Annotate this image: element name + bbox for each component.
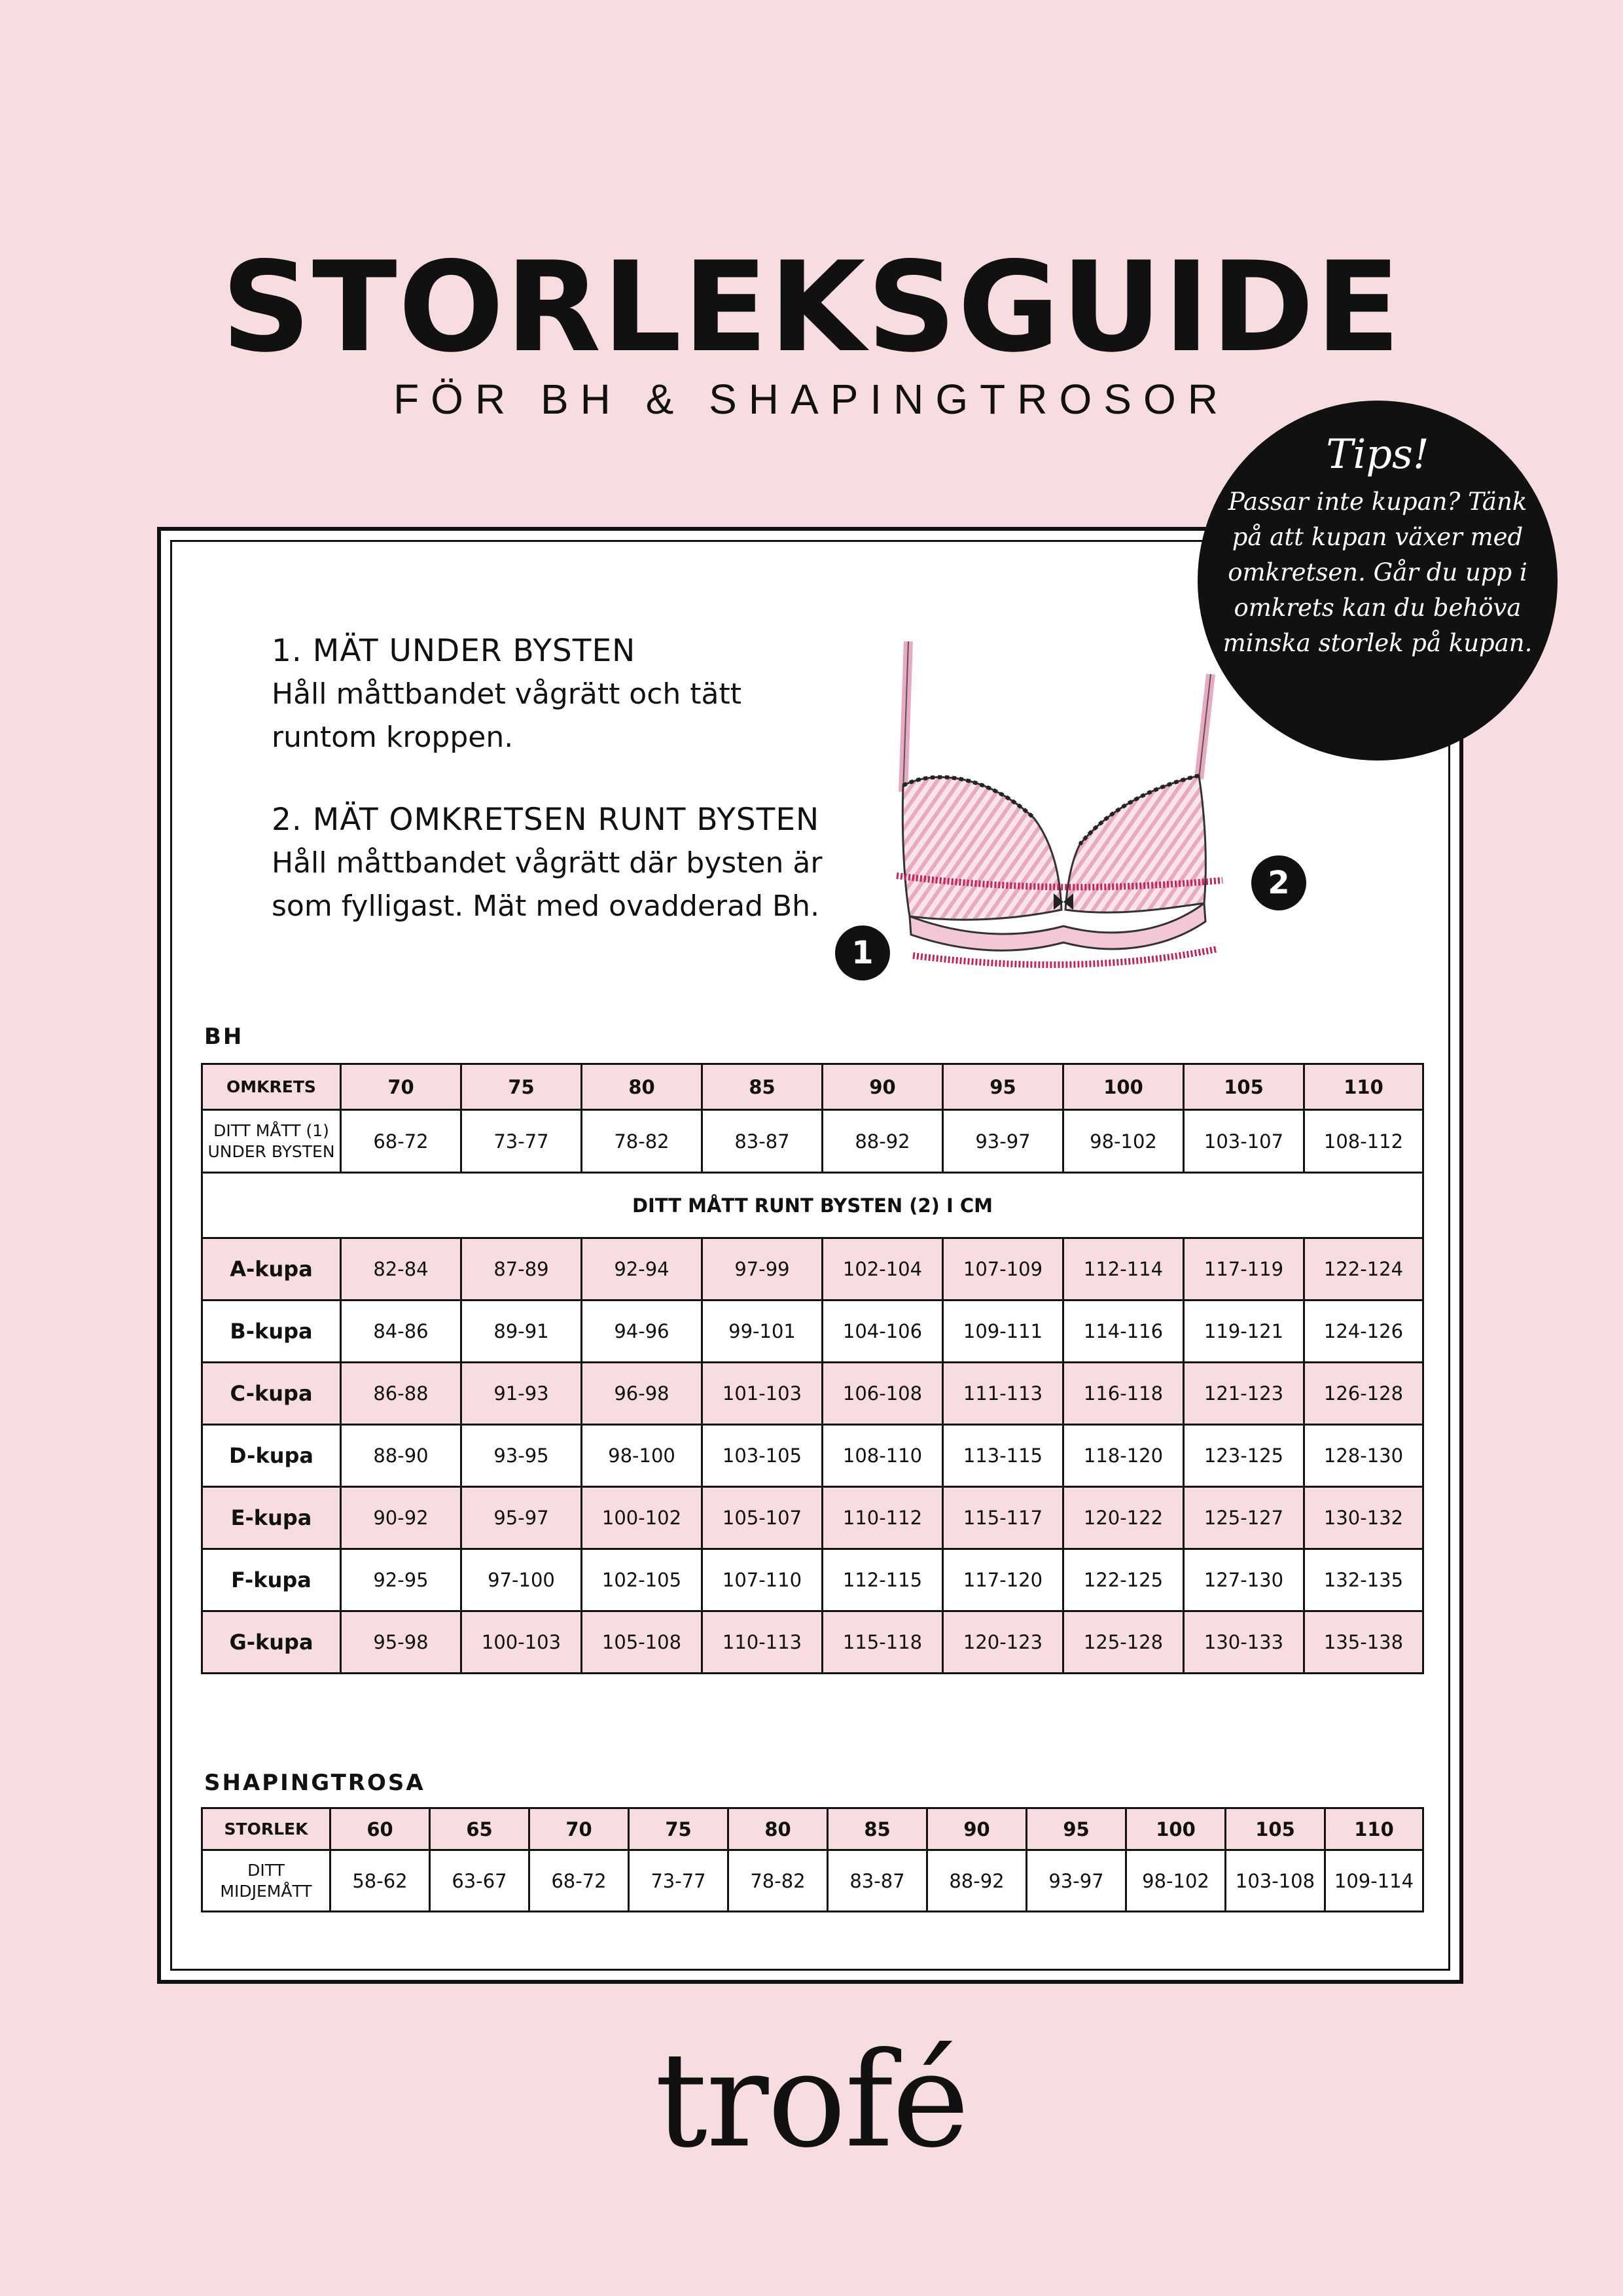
value-cell: 86-88 [341,1363,461,1425]
measuring-instructions [272,630,861,928]
value-cell: 100-102 [582,1487,702,1549]
brand-logo: trofé [654,2024,969,2177]
value-cell: 97-100 [461,1549,582,1611]
value-cell: 113-115 [943,1425,1063,1487]
value-cell: 88-92 [823,1110,943,1173]
size-cell: 75 [461,1064,582,1110]
value-cell: 93-97 [1027,1850,1126,1912]
cup-row [202,1238,1423,1300]
tips-text: Passar inte kupan? Tänk på att kupan växer med omkretsen. Går du upp i omkrets kan du behöva minska storlek på kupan. [1222,488,1533,657]
value-cell: 125-128 [1063,1611,1184,1674]
size-cell: 105 [1184,1064,1304,1110]
size-cell: 80 [728,1808,828,1850]
cup-label: F-kupa [202,1549,341,1611]
bh-span-heading-row [202,1173,1423,1238]
cup-label: G-kupa [202,1611,341,1674]
value-cell: 120-122 [1063,1487,1184,1549]
value-cell: 63-67 [430,1850,529,1912]
badge-under-bust: 1 [835,925,890,980]
page-title: STORLEKSGUIDE [221,235,1402,380]
value-cell: 103-105 [702,1425,823,1487]
value-cell: 115-117 [943,1487,1063,1549]
size-cell: 110 [1304,1064,1423,1110]
bh-header-row [202,1064,1423,1110]
value-cell: 126-128 [1304,1363,1423,1425]
size-cell: 80 [582,1064,702,1110]
value-cell: 119-121 [1184,1300,1304,1363]
value-cell: 108-110 [823,1425,943,1487]
shaping-size-table [201,1807,1424,1912]
value-cell: 110-113 [702,1611,823,1674]
cup-row [202,1300,1423,1363]
size-cell: 60 [330,1808,430,1850]
value-cell: 82-84 [341,1238,461,1300]
value-cell: 127-130 [1184,1549,1304,1611]
cup-row [202,1487,1423,1549]
page-subtitle: FÖR BH & SHAPINGTROSOR [393,376,1230,423]
size-cell: 70 [341,1064,461,1110]
value-cell: 73-77 [461,1110,582,1173]
cup-label: A-kupa [202,1238,341,1300]
cup-row [202,1611,1423,1674]
size-cell: 110 [1325,1808,1423,1850]
bh-size-table [201,1063,1424,1674]
value-cell: 102-104 [823,1238,943,1300]
value-cell: 84-86 [341,1300,461,1363]
value-cell: 116-118 [1063,1363,1184,1425]
value-cell: 89-91 [461,1300,582,1363]
tips-bubble [1198,401,1558,761]
value-cell: 120-123 [943,1611,1063,1674]
value-cell: 115-118 [823,1611,943,1674]
value-cell: 110-112 [823,1487,943,1549]
value-cell: 92-95 [341,1549,461,1611]
value-cell: 124-126 [1304,1300,1423,1363]
size-cell: 65 [430,1808,529,1850]
value-cell: 58-62 [330,1850,430,1912]
value-cell: 122-125 [1063,1549,1184,1611]
value-cell: 78-82 [728,1850,828,1912]
value-cell: 105-107 [702,1487,823,1549]
size-cell: 85 [702,1064,823,1110]
value-cell: 91-93 [461,1363,582,1425]
value-cell: 95-98 [341,1611,461,1674]
value-cell: 87-89 [461,1238,582,1300]
size-cell: 100 [1063,1064,1184,1110]
cup-label: E-kupa [202,1487,341,1549]
value-cell: 94-96 [582,1300,702,1363]
value-cell: 102-105 [582,1549,702,1611]
value-cell: 93-95 [461,1425,582,1487]
cup-label: D-kupa [202,1425,341,1487]
row-label-line: UNDER BYSTEN [207,1141,335,1161]
value-cell: 98-100 [582,1425,702,1487]
size-cell: 95 [943,1064,1063,1110]
value-cell: 135-138 [1304,1611,1423,1674]
value-cell: 123-125 [1184,1425,1304,1487]
value-cell: 99-101 [702,1300,823,1363]
value-cell: 96-98 [582,1363,702,1425]
value-cell: 103-108 [1226,1850,1325,1912]
value-cell: 93-97 [943,1110,1063,1173]
header-cell: STORLEK [202,1808,330,1850]
step2-text: Håll måttbandet vågrätt där bysten är som fylligast. Mät med ovadderad Bh. [272,846,823,923]
cup-label: C-kupa [202,1363,341,1425]
step2-heading: 2. MÄT OMKRETSEN RUNT BYSTEN [272,802,820,838]
value-cell: 121-123 [1184,1363,1304,1425]
cup-row [202,1363,1423,1425]
shaping-section-label: SHAPINGTROSA [204,1770,425,1796]
row-label-line: MIDJEMÅTT [220,1881,312,1901]
value-cell: 109-111 [943,1300,1063,1363]
value-cell: 101-103 [702,1363,823,1425]
value-cell: 107-109 [943,1238,1063,1300]
size-cell: 95 [1027,1808,1126,1850]
size-cell: 105 [1226,1808,1325,1850]
bust-measure-heading: DITT MÅTT RUNT BYSTEN (2) I CM [202,1173,1423,1238]
value-cell: 111-113 [943,1363,1063,1425]
value-cell: 83-87 [702,1110,823,1173]
tips-heading: Tips! [1326,430,1429,478]
value-cell: 68-72 [341,1110,461,1173]
value-cell: 98-102 [1063,1110,1184,1173]
shaping-waist-row [202,1850,1423,1912]
value-cell: 95-97 [461,1487,582,1549]
value-cell: 118-120 [1063,1425,1184,1487]
value-cell: 98-102 [1126,1850,1226,1912]
value-cell: 107-110 [702,1549,823,1611]
value-cell: 68-72 [529,1850,629,1912]
row-label [202,1850,330,1912]
row-label-line: DITT MÅTT (1) [213,1121,329,1140]
size-cell: 90 [823,1064,943,1110]
value-cell: 73-77 [629,1850,728,1912]
size-cell: 75 [629,1808,728,1850]
value-cell: 100-103 [461,1611,582,1674]
cup-row [202,1425,1423,1487]
size-cell: 85 [828,1808,927,1850]
value-cell: 105-108 [582,1611,702,1674]
step1-text: Håll måttbandet vågrätt och tätt runtom kroppen. [272,677,742,754]
value-cell: 106-108 [823,1363,943,1425]
value-cell: 103-107 [1184,1110,1304,1173]
cup-label: B-kupa [202,1300,341,1363]
value-cell: 128-130 [1304,1425,1423,1487]
value-cell: 78-82 [582,1110,702,1173]
value-cell: 97-99 [702,1238,823,1300]
bh-under-bust-row [202,1110,1423,1173]
step1-heading: 1. MÄT UNDER BYSTEN [272,633,636,669]
row-label-line: DITT [247,1860,285,1880]
value-cell: 132-135 [1304,1549,1423,1611]
size-cell: 70 [529,1808,629,1850]
value-cell: 108-112 [1304,1110,1423,1173]
value-cell: 130-133 [1184,1611,1304,1674]
value-cell: 125-127 [1184,1487,1304,1549]
value-cell: 130-132 [1304,1487,1423,1549]
header-cell: OMKRETS [202,1064,341,1110]
value-cell: 117-120 [943,1549,1063,1611]
value-cell: 117-119 [1184,1238,1304,1300]
value-cell: 90-92 [341,1487,461,1549]
size-cell: 100 [1126,1808,1226,1850]
row-label [202,1110,341,1173]
value-cell: 122-124 [1304,1238,1423,1300]
size-cell: 90 [927,1808,1027,1850]
value-cell: 114-116 [1063,1300,1184,1363]
value-cell: 92-94 [582,1238,702,1300]
value-cell: 112-114 [1063,1238,1184,1300]
badge-around-bust: 2 [1251,855,1306,910]
value-cell: 88-92 [927,1850,1027,1912]
bh-section-label: BH [204,1024,244,1050]
value-cell: 88-90 [341,1425,461,1487]
value-cell: 112-115 [823,1549,943,1611]
value-cell: 83-87 [828,1850,927,1912]
shaping-header-row [202,1808,1423,1850]
value-cell: 104-106 [823,1300,943,1363]
value-cell: 109-114 [1325,1850,1423,1912]
cup-row [202,1549,1423,1611]
